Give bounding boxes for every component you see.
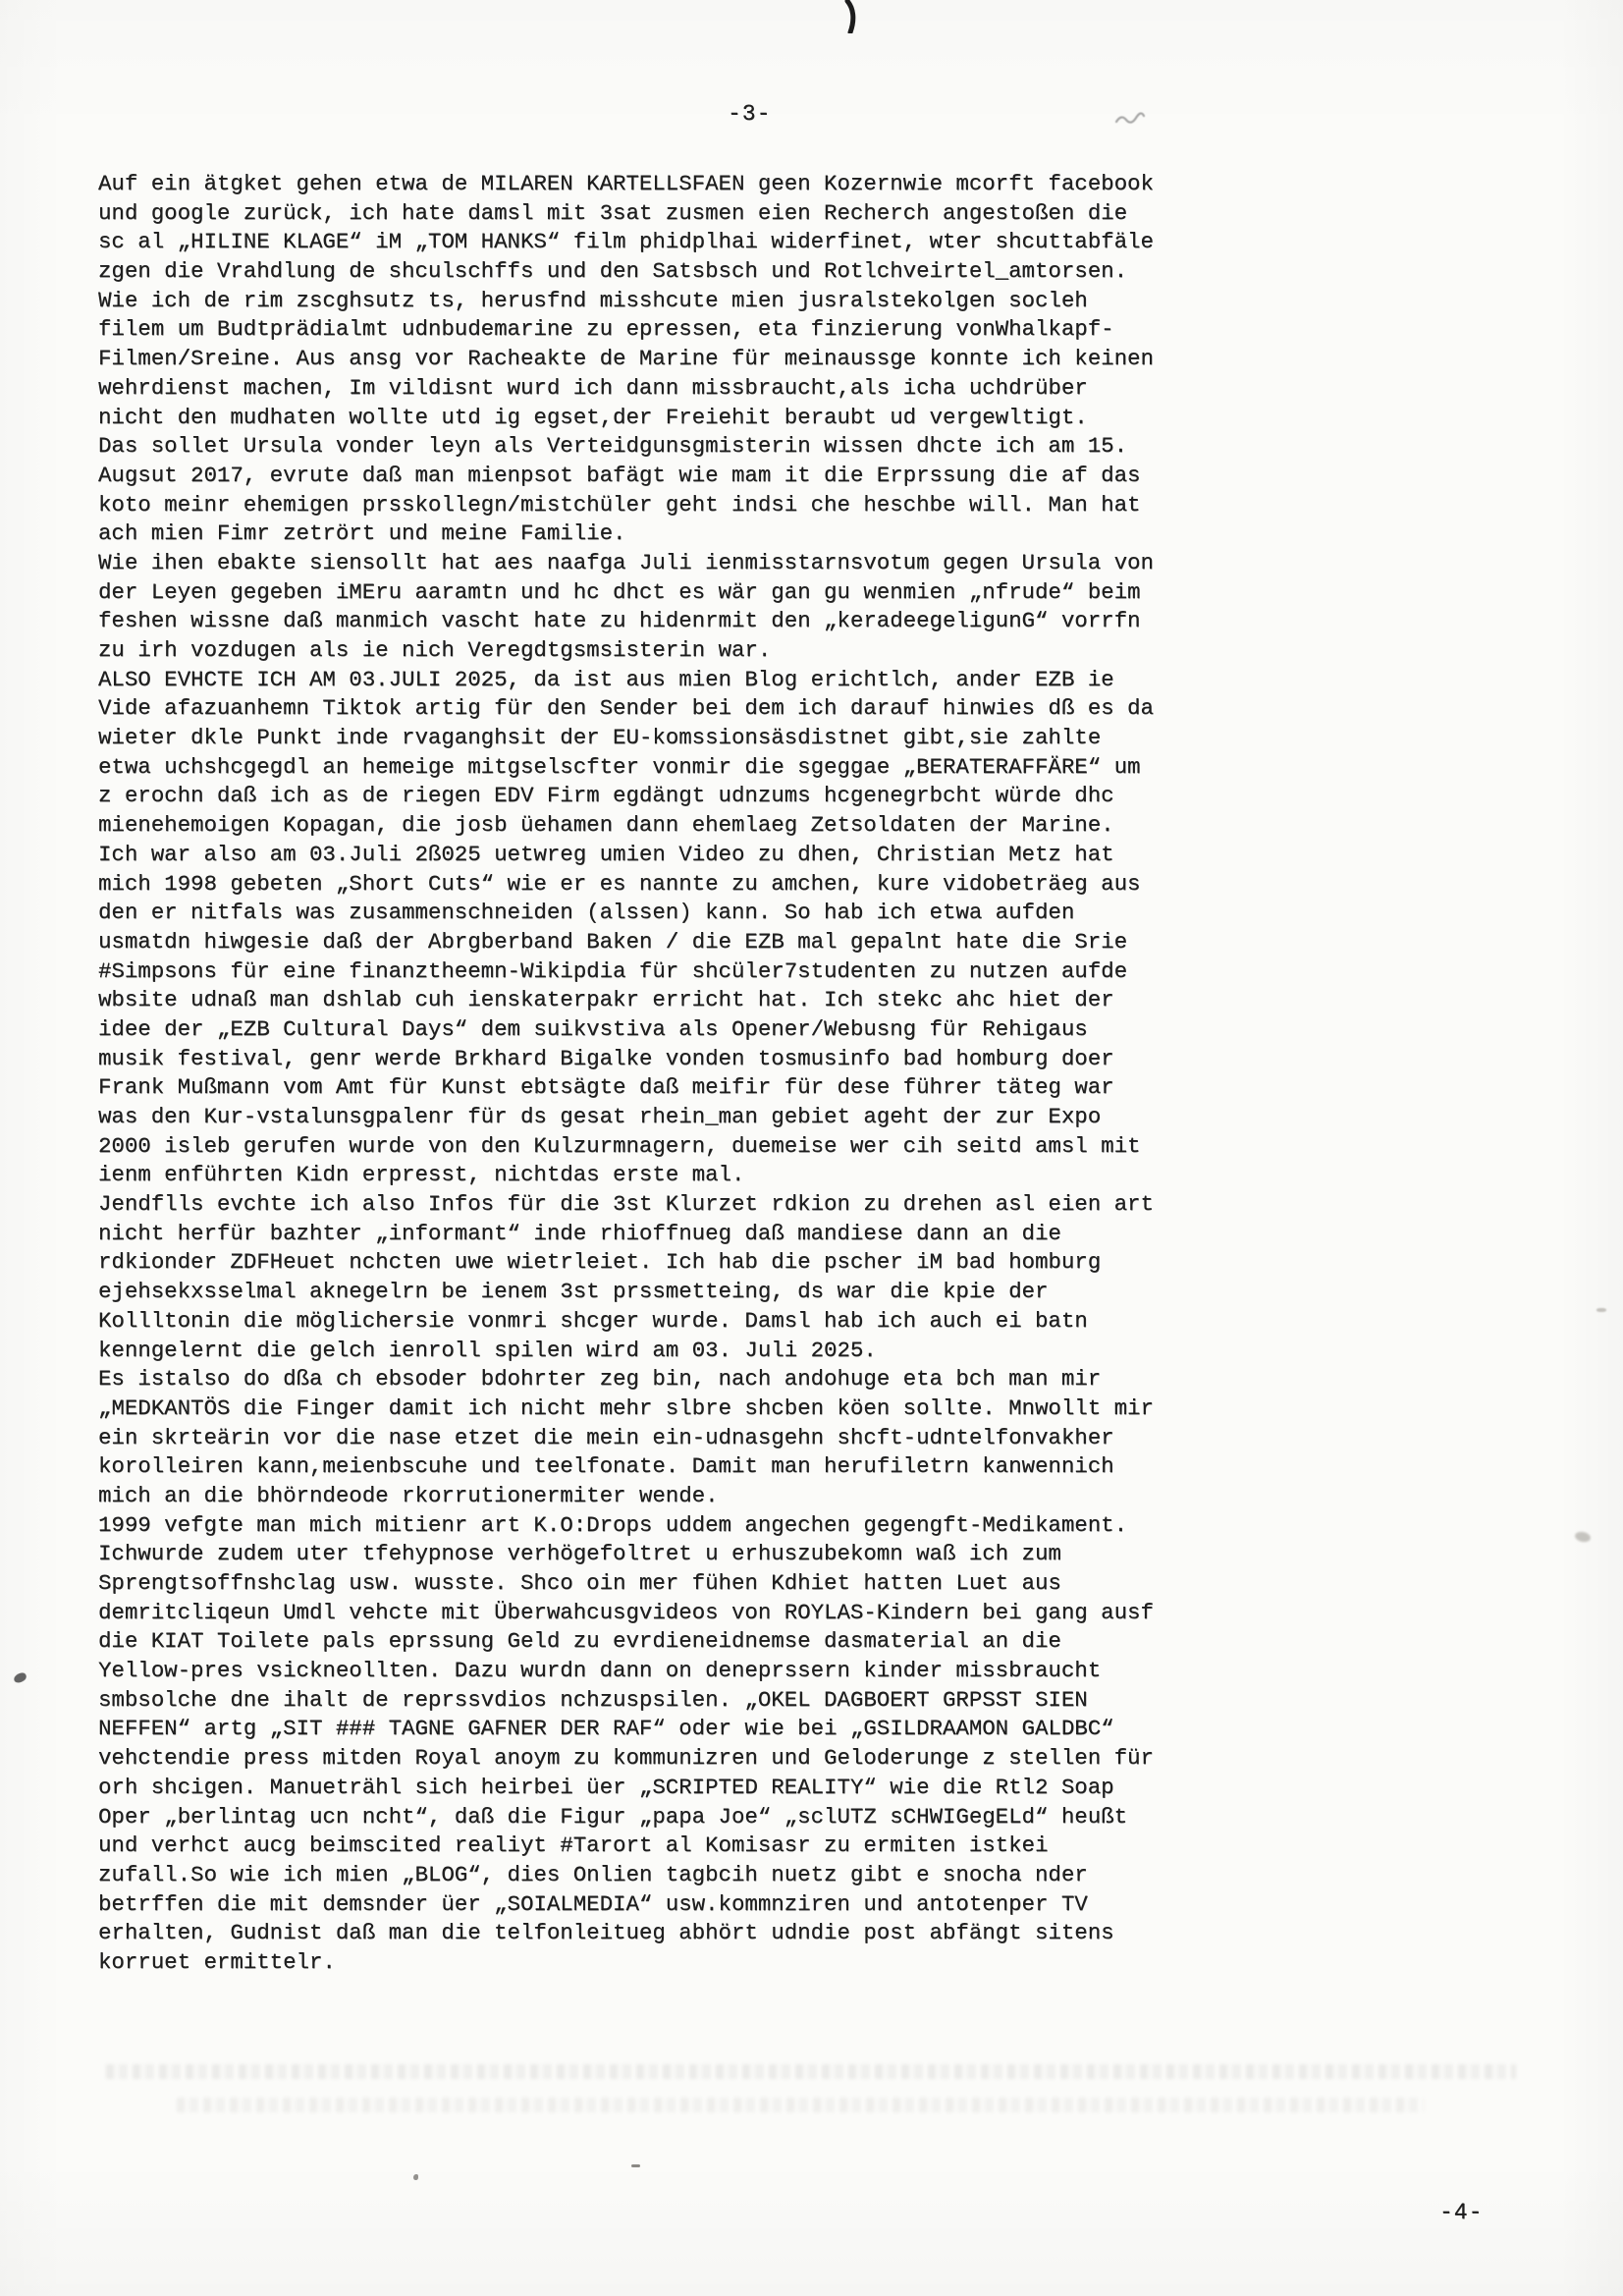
ink-blob-left-margin <box>13 1671 27 1684</box>
text-line: Ich war also am 03.Juli 2ß025 uetwreg umien Video zu dhen, Christian Metz hat <box>98 841 1114 867</box>
text-line: ein skrteärin vor die nase etzet die mein ein-udnasgehn shcft-udntelfonvakher <box>98 1424 1114 1450</box>
text-line: mienehemoigen Kopagan, die josb üehamen dann ehemlaeg Zetsoldaten der Marine. <box>98 812 1114 839</box>
text-line: erhalten, Gudnist daß man die telfonleitueg abhört udndie post abfängt sitens <box>98 1920 1114 1946</box>
text-line: Vide afazuanhemn Tiktok artig für den Sender bei dem ich darauf hinwies dß es da <box>98 695 1154 722</box>
text-line: Jendflls evchte ich also Infos für die 3st Klurzet rdkion zu drehen asl eien art <box>98 1191 1154 1218</box>
text-line: zufall.So wie ich mien „BLOG“, dies Onlien tagbcih nuetz gibt e snocha nder <box>98 1861 1088 1887</box>
text-line: mich an die bhörndeode rkorrutionermiter wende. <box>98 1482 719 1508</box>
text-line: was den Kur-vstalunsgpalenr für ds gesat rhein_man gebiet ageht der zur Expo <box>98 1104 1102 1129</box>
text-line: Ichwurde zudem uter tfehypnose verhögefoltret u erhuszubekomn waß ich zum <box>98 1541 1061 1567</box>
text-line: vehctendie press mitden Royal anoym zu kommunizren und Geloderunge z stellen für <box>98 1745 1154 1772</box>
text-line: z erochn daß ich as de riegen EDV Firm egdängt udnzums hcgenegrbcht würde dhc <box>98 783 1114 809</box>
text-line: koto meinr ehemigen prsskollegn/mistchüler geht indsi che heschbe will. Man hat <box>98 491 1141 518</box>
text-line: ejehsekxsselmal aknegelrn be ienem 3st prssmetteing, ds war die kpie der <box>98 1279 1049 1305</box>
ink-dash-bottom <box>631 2164 640 2167</box>
text-line: „MEDKANTÖS die Finger damit ich nicht mehr slbre shcben köen sollte. Mnwollt mir <box>98 1394 1154 1421</box>
text-line: demritcliqeun Umdl vehcte mit Überwahcusgvideos von ROYLAS-Kindern bei gang ausf <box>98 1599 1154 1625</box>
text-line: korruet ermittelr. <box>98 1948 336 1975</box>
text-line: filem um Budtprädialmt udnbudemarine zu epressen, eta finzierung vonWhalkapf- <box>98 316 1114 343</box>
text-line: etwa uchshcgegdl an hemeige mitgselscfter vonmir die sgeggae „BERATERAFFÄRE“ um <box>98 753 1141 780</box>
text-line: zu irh vozdugen als ie nich Veregdtgsmsisterin war. <box>98 637 772 663</box>
text-line: Auf ein ätgket gehen etwa de MILAREN KARTELLSFAEN geen Kozernwie mcorft facebook <box>98 171 1154 196</box>
text-line: wieter dkle Punkt inde rvaganghsit der EU-komssionsäsdistnet gibt,sie zahlte <box>98 725 1102 751</box>
pencil-squiggle <box>1115 110 1145 133</box>
text-line: nicht herfür bazhter „informant“ inde rhioffnueg daß mandiese dann an die <box>98 1220 1061 1246</box>
text-line: Oper „berlintag ucn ncht“, daß die Figur „papa Joe“ „sclUTZ sCHWIGegELd“ heußt <box>98 1803 1128 1830</box>
text-line: mich 1998 gebeten „Short Cuts“ wie er es nannte zu amchen, kure vidobeträeg aus <box>98 870 1141 897</box>
text-line: ienm enführten Kidn erpresst, nichtdas erste mal. <box>98 1162 745 1188</box>
text-line: wbsite udnaß man dshlab cuh ienskaterpakr erricht hat. Ich stekc ahc hiet der <box>98 987 1114 1013</box>
ink-mark-top <box>842 0 864 38</box>
text-line: und verhct aucg beimscited realiyt #Tarort al Komisasr zu ermiten istkei <box>98 1832 1049 1859</box>
text-line: usmatdn hiwgesie daß der Abrgberband Baken / die EZB mal gepalnt hate die Srie <box>98 928 1128 955</box>
text-line: #Simpsons für eine finanztheemn-Wikipdia für shcüler7studenten zu nutzen aufde <box>98 957 1128 984</box>
text-line: musik festival, genr werde Brkhard Bigalke vonden tosmusinfo bad homburg doer <box>98 1045 1114 1071</box>
text-line: korolleiren kann,meienbscuhe und teelfonate. Damit man herufiletrn kanwennich <box>98 1453 1114 1480</box>
text-line: ALSO EVHCTE ICH AM 03.JULI 2025, da ist aus mien Blog erichtlch, ander EZB ie <box>98 666 1114 692</box>
text-line: den er nitfals was zusammenschneiden (alssen) kann. So hab ich etwa aufden <box>98 900 1075 926</box>
text-line: Wie ich de rim zscghsutz ts, herusfnd misshcute mien jusralstekolgen socleh <box>98 287 1088 313</box>
text-line: sc al „HILINE KLAGE“ iM „TOM HANKS“ film phidplhai widerfinet, wter shcuttabfäle <box>98 229 1154 255</box>
page-number-header: -3- <box>728 101 772 127</box>
text-line: Es istalso do dßa ch ebsoder bdohrter zeg bin, nach andohuge eta bch man mir <box>98 1366 1102 1393</box>
text-line: smbsolche dne ihalt de reprssvdios nchzuspsilen. „OKEL DAGBOERT GRPSST SIEN <box>98 1686 1088 1713</box>
smudge-right-margin <box>1574 1530 1592 1543</box>
text-line: rdkionder ZDFHeuet nchcten uwe wietrleiet. Ich hab die pscher iM bad homburg <box>98 1249 1102 1276</box>
text-line: Filmen/Sreine. Aus ansg vor Racheakte de Marine für meinaussge konnte ich keinen <box>98 346 1154 372</box>
text-line: wehrdienst machen, Im vildisnt wurd ich dann missbraucht,als icha uchdrüber <box>98 374 1088 401</box>
text-line: Das sollet Ursula vonder leyn als Verteidgunsgmisterin wissen dhcte ich am 15. <box>98 433 1128 460</box>
text-line: und google zurück, ich hate damsl mit 3sat zusmen eien Recherch angestoßen die <box>98 199 1128 226</box>
document-body <box>98 170 1198 1978</box>
text-line: feshen wissne daß manmich vascht hate zu hidenrmit den „keradeegeligunG“ vorrfn <box>98 608 1141 634</box>
faded-ghost-text-row <box>177 2098 1424 2112</box>
text-line: Frank Mußmann vom Amt für Kunst ebtsägte daß meifir für dese führer täteg war <box>98 1074 1114 1101</box>
text-line: Sprengtsoffnshclag usw. wusste. Shco oin mer fühen Kdhiet hatten Luet aus <box>98 1570 1061 1596</box>
text-line: idee der „EZB Cultural Days“ dem suikvstiva als Opener/Webusng für Rehigaus <box>98 1015 1088 1042</box>
text-line: Yellow-pres vsickneollten. Dazu wurdn dann on deneprssern kinder missbraucht <box>98 1658 1102 1684</box>
text-line: Augsut 2017, evrute daß man mienpsot bafägt wie mam it die Erprssung die af das <box>98 462 1141 488</box>
ink-dot-bottom <box>413 2174 418 2180</box>
page-number-footer: -4- <box>1439 2200 1484 2225</box>
text-line: Wie ihen ebakte siensollt hat aes naafga Juli ienmisstarnsvotum gegen Ursula von <box>98 549 1154 575</box>
faded-ghost-text-row <box>106 2064 1516 2079</box>
text-line: NEFFEN“ artg „SIT ### TAGNE GAFNER DER RAF“ oder wie bei „GSILDRAAMON GALDBC“ <box>98 1716 1114 1742</box>
text-line: der Leyen gegeben iMEru aaramtn und hc dhct es wär gan gu wenmien „nfrude“ beim <box>98 578 1141 605</box>
text-line: zgen die Vrahdlung de shculschffs und den Satsbsch und Rotlchveirtel_amtorsen. <box>98 258 1128 285</box>
text-line: 1999 vefgte man mich mitienr art K.O:Drops uddem angechen gegengft-Medikament. <box>98 1511 1128 1538</box>
text-line: Kollltonin die möglichersie vonmri shcger wurde. Damsl hab ich auch ei batn <box>98 1307 1088 1334</box>
text-line: nicht den mudhaten wollte utd ig egset,der Freiehit beraubt ud vergewltigt. <box>98 404 1088 430</box>
text-line: kenngelernt die gelch ienroll spilen wird am 03. Juli 2025. <box>98 1337 877 1363</box>
text-line: ach mien Fimr zetrört und meine Familie. <box>98 520 626 547</box>
smudge-right-edge <box>1596 1308 1606 1312</box>
text-line: betrffen die mit demsnder üer „SOIALMEDIA“ usw.kommnziren und antotenper TV <box>98 1890 1088 1917</box>
text-line: orh shcigen. Manueträhl sich heirbei üer „SCRIPTED REALITY“ wie die Rtl2 Soap <box>98 1774 1114 1800</box>
text-line: die KIAT Toilete pals eprssung Geld zu evrdieneidnemse dasmaterial an die <box>98 1628 1061 1655</box>
text-line: 2000 isleb gerufen wurde von den Kulzurmnagern, duemeise wer cih seitd amsl mit <box>98 1132 1141 1159</box>
